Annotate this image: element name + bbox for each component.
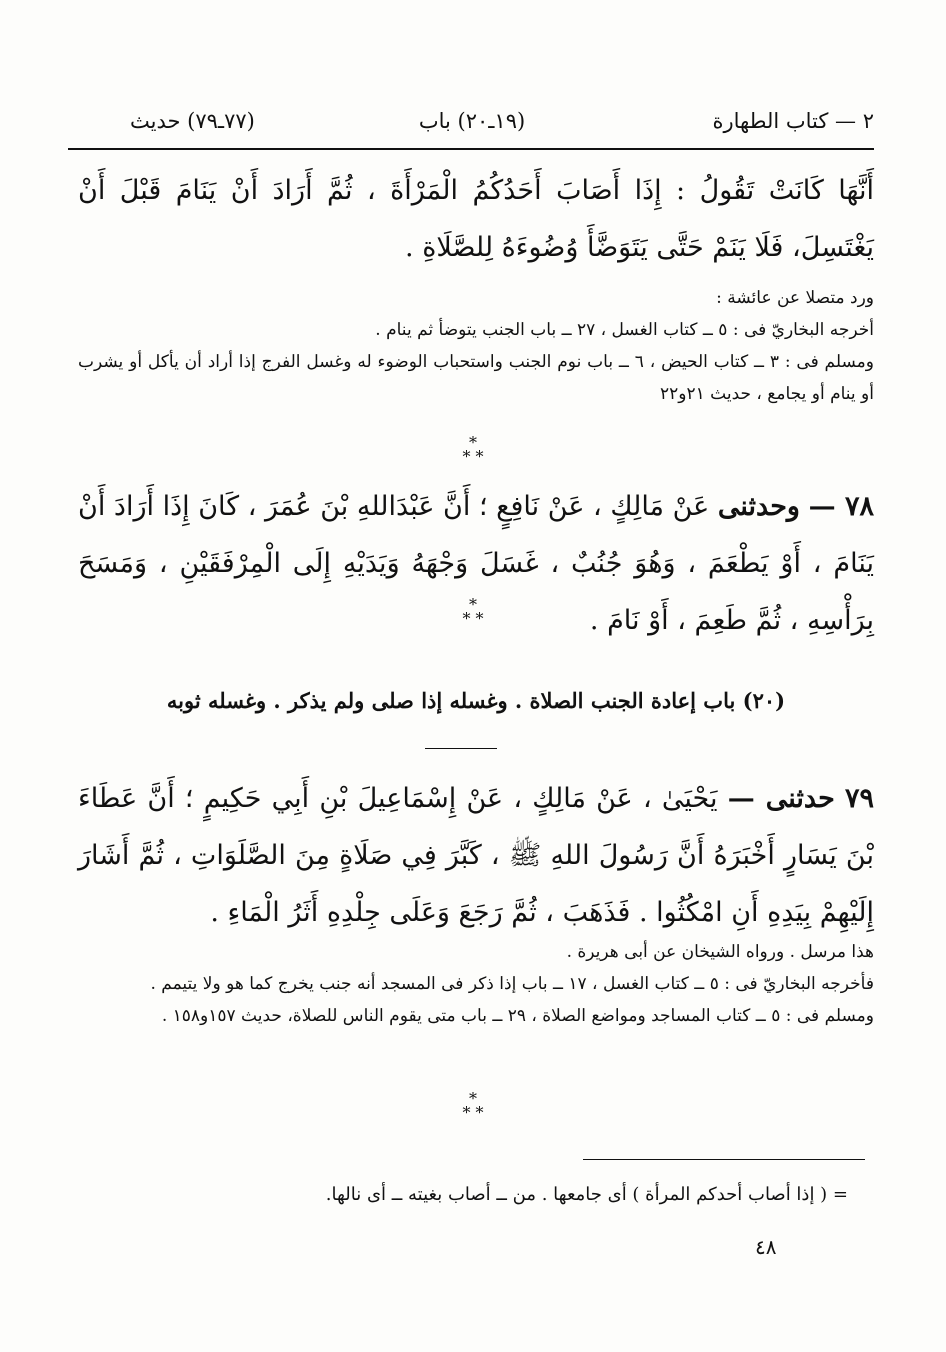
note-line: ومسلم فى : ٣ ــ كتاب الحيض ، ٦ ــ باب نوم الجنب واستحباب الوضوء له وغسل الفرج إذا أراد أن يأكل أو يشرب أو ينام أو يجامع ، حديث ٢١و٢٢	[78, 352, 874, 404]
running-header	[70, 104, 874, 138]
separator-stars: * * *	[462, 595, 484, 628]
note-line: هذا مرسل . ورواه الشيخان عن أبى هريرة .	[566, 942, 874, 962]
hadith-number: ٧٩	[844, 783, 874, 814]
hadith-lead: حدثنى —	[727, 783, 835, 814]
hadith-77-notes	[78, 282, 874, 410]
header-rule	[68, 148, 874, 150]
header-chapter-range: (١٩ـ٢٠) باب	[418, 109, 526, 133]
note-line: ومسلم فى : ٥ ــ كتاب المساجد ومواضع الصلاة ، ٢٩ ــ باب متى يقوم الناس للصلاة، حديث ١٥٧و١٥٨ .	[161, 1006, 874, 1026]
footnote-rule	[583, 1159, 865, 1160]
note-line: ورد متصلا عن عائشة :	[716, 288, 874, 308]
separator-stars: * * *	[462, 433, 484, 466]
hadith-79-notes	[78, 936, 874, 1032]
hadith-79	[78, 770, 874, 941]
header-hadith-range: (٧٧ـ٧٩) حديث	[130, 109, 255, 133]
hadith-number: ٧٨ —	[808, 491, 875, 522]
header-book: ٢ — كتاب الطهارة	[712, 109, 874, 133]
note-line: فأخرجه البخاريّ فى : ٥ ــ كتاب الغسل ، ١٧ ــ باب إذا ذكر فى المسجد أنه جنب يخرج كما هو ولا يتيمم .	[150, 974, 874, 994]
separator-stars: * * *	[462, 1089, 484, 1122]
hadith-lead: وحدثنى	[717, 491, 800, 522]
hadith-text: عَنْ مَالِكٍ ، عَنْ نَافِعٍ ؛ أَنَّ عَبْدَاللهِ بْنَ عُمَرَ ، كَانَ إِذَا أَرَادَ أَنْ يَنَامَ ، أَوْ يَطْعَمَ ، وَهُوَ جُنُبٌ ، غَسَلَ وَجْهَهُ وَيَدَيْهِ إِلَى الْمِرْفَقَيْنِ ، وَمَسَحَ بِرَأْسِهِ ، ثُمَّ طَعِمَ ، أَوْ نَامَ .	[78, 491, 874, 636]
footnote: = ( إذا أصاب أحدكم المرأة ) أى جامعها . من ــ أصاب بغيته ــ أى نالها.	[325, 1184, 848, 1205]
chapter-title: (٢٠) باب إعادة الجنب الصلاة . وغسله إذا صلى ولم يذكر . وغسله ثوبه	[166, 688, 786, 713]
note-line: أخرجه البخاريّ فى : ٥ ــ كتاب الغسل ، ٢٧ ــ باب الجنب يتوضأ ثم ينام .	[375, 320, 874, 340]
chapter-rule	[425, 748, 497, 749]
hadith-77-end-text: أَنَّهَا كَانَتْ تَقُولُ : إِذَا أَصَابَ أَحَدُكُمُ الْمَرْأَةَ ، ثُمَّ أَرَادَ أَنْ يَنَامَ قَبْلَ أَنْ يَغْتَسِلَ، فَلَا يَنَمْ حَتَّى يَتَوَضَّأَ وُضُوءَهُ لِلصَّلَاةِ .	[78, 175, 874, 263]
page-number: ٤٨	[755, 1235, 777, 1259]
hadith-text: يَحْيَىٰ ، عَنْ مَالِكٍ ، عَنْ إِسْمَاعِيلَ بْنِ أَبِي حَكِيمٍ ؛ أَنَّ عَطَاءَ بْنَ يَسَارٍ أَخْبَرَهُ أَنَّ رَسُولَ اللهِ ﷺ ، كَبَّرَ فِي صَلَاةٍ مِنَ الصَّلَوَاتِ ، ثُمَّ أَشَارَ إِلَيْهِمْ بِيَدِهِ أَنِ امْكُثُوا . فَذَهَبَ ، ثُمَّ رَجَعَ وَعَلَى جِلْدِهِ أَثَرُ الْمَاءِ .	[78, 783, 874, 928]
